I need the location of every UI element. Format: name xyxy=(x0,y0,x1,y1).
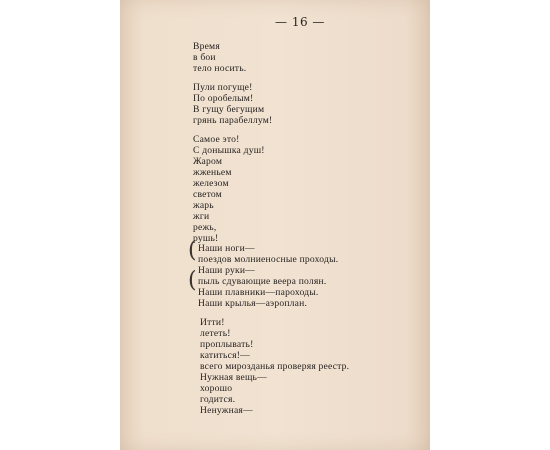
handwritten-brace-mark: ( xyxy=(188,238,197,263)
poem-line: тело носить. xyxy=(193,63,247,74)
poem-line: Итти! xyxy=(200,317,225,328)
poem-line: Наши руки— xyxy=(198,265,255,276)
poem-line: жги xyxy=(193,211,210,222)
poem-line: режь, xyxy=(193,222,217,233)
poem-line: лететь! xyxy=(200,328,231,339)
poem-line: светом xyxy=(193,189,222,200)
poem-line: грянь парабеллум! xyxy=(193,115,273,126)
poem-line: Наши ноги— xyxy=(198,243,255,254)
poem-line: рушь! xyxy=(193,233,219,244)
poem-line: Самое это! xyxy=(193,134,240,145)
poem-line: годится. xyxy=(200,394,236,405)
poem-line: С донышка душ! xyxy=(193,145,265,156)
poem-line: пыль сдувающие веера полян. xyxy=(198,276,327,287)
poem-line: проплывать! xyxy=(200,339,254,350)
poem-line: Пули погуще! xyxy=(193,82,253,93)
poem-line: Наши плавники—пароходы. xyxy=(198,287,319,298)
poem-line: всего мирозданья проверяя реестр. xyxy=(200,361,350,372)
poem-line: Наши крылья—аэроплан. xyxy=(198,298,308,309)
poem-line: в бои xyxy=(193,52,216,63)
poem-line: жженьем xyxy=(193,167,232,178)
poem-line: катиться!— xyxy=(200,350,250,361)
poem-line: поездов молниеносные проходы. xyxy=(198,254,339,265)
poem-line: В гущу бегущим xyxy=(193,104,265,115)
poem-line: железом xyxy=(193,178,229,189)
book-page xyxy=(120,0,430,450)
poem-line: жарь xyxy=(193,200,214,211)
poem-line: Жаром xyxy=(193,156,223,167)
page-number: — 16 — xyxy=(275,15,325,29)
poem-line: Время xyxy=(193,41,220,52)
handwritten-brace-mark: ( xyxy=(188,268,197,293)
poem-line: Ненужная— xyxy=(200,405,253,416)
poem-line: Нужная вещь— xyxy=(200,372,267,383)
poem-line: хорошо xyxy=(200,383,233,394)
poem-line: По оробелым! xyxy=(193,93,254,104)
